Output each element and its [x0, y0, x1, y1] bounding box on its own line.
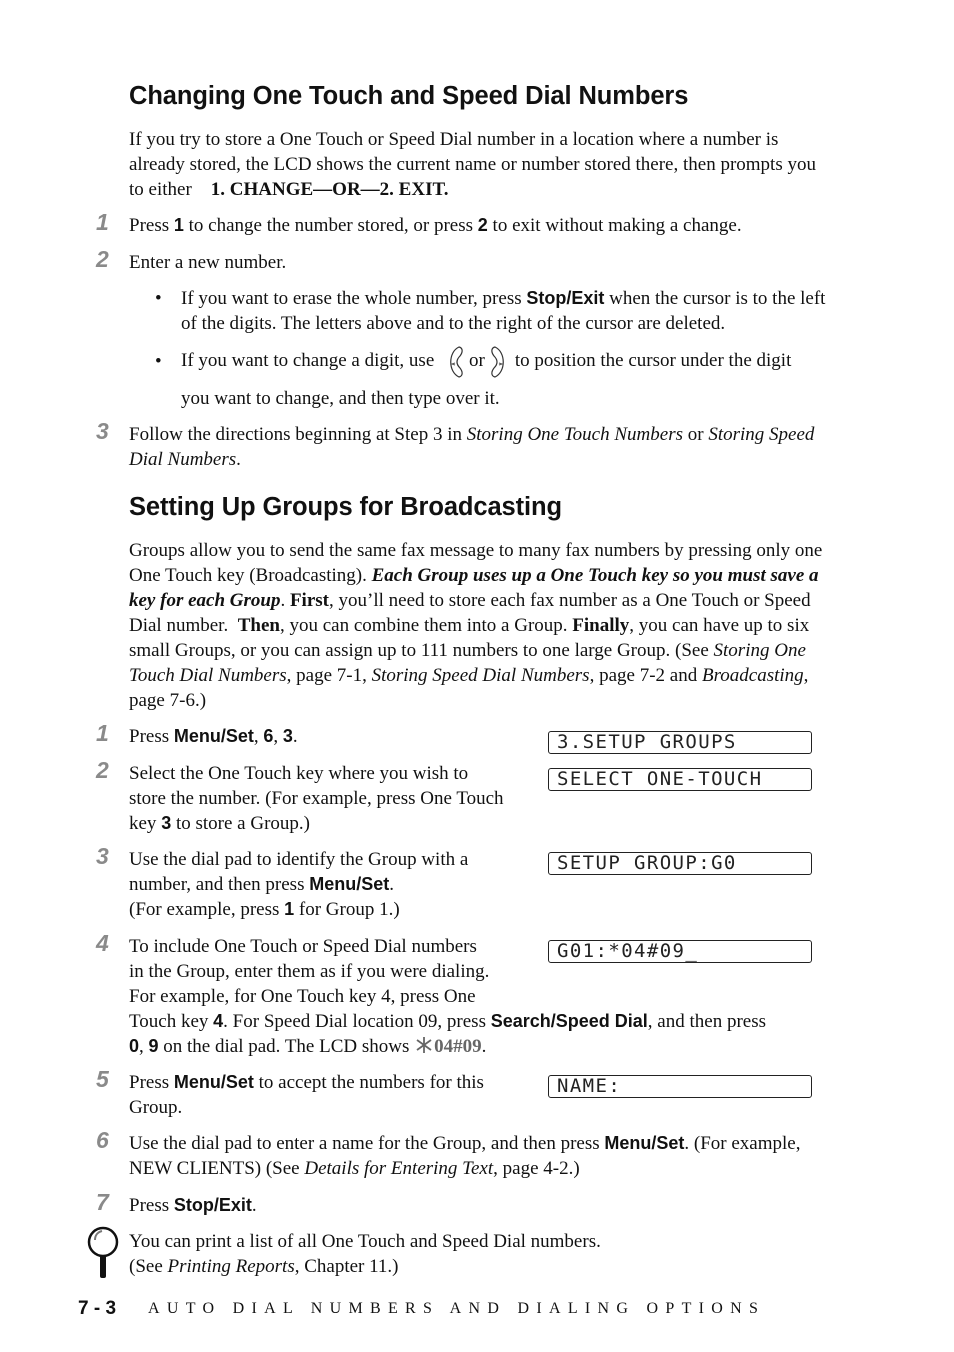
page-number: 7 - 3	[78, 1298, 117, 1319]
lcd-display: SELECT ONE-TOUCH	[548, 768, 812, 791]
step-number: 7	[96, 1189, 109, 1215]
group-step-2-text: Select the One Touch key where you wish to store the number. (For example, press One Touch key 3 to store a Group.)	[129, 763, 504, 834]
step-number: 3	[96, 843, 109, 869]
bullet-erase-text: If you want to erase the whole number, press Stop/Exit when the cursor is to the left of the digits. The letters above and to the right of the cursor are deleted.	[181, 288, 826, 334]
step-number: 2	[96, 757, 109, 783]
step-number: 3	[96, 418, 109, 444]
bullet: •	[155, 351, 162, 372]
step-number: 4	[96, 930, 109, 956]
asterisk-symbol-icon	[414, 1036, 434, 1054]
lcd-display: NAME:	[548, 1075, 812, 1098]
group-step-1-text: Press Menu/Set, 6, 3.	[129, 726, 298, 747]
lcd-display: 3.SETUP GROUPS	[548, 731, 812, 754]
lcd-display: G01:*04#09_	[548, 940, 812, 963]
step-number: 6	[96, 1127, 109, 1153]
chapter-title: AUTO DIAL NUMBERS AND DIALING OPTIONS	[148, 1300, 766, 1317]
step-1-text: Press 1 to change the number stored, or press 2 to exit without making a change.	[129, 215, 742, 236]
left-arrow-key-icon	[443, 346, 465, 378]
right-arrow-key-icon	[489, 346, 511, 378]
step-number: 5	[96, 1066, 109, 1092]
section-title-changing: Changing One Touch and Speed Dial Numbers	[129, 82, 689, 110]
section2-intro: Groups allow you to send the same fax message to many fax numbers by pressing only one One Touch key (Broadcasting). Each Group uses up a One Touch key so you must save a key for each Group. First, you’ll need to store each fax number as a One Touch or Speed Dial number. Then, you can combine them into a Group. Finally, you can have up to six small Groups, or you can assign up to 111 numbers to one large Group. (See Storing One Touch Dial Numbers, page 7-1, Storing Speed Dial Numbers, page 7-2 and Broadcasting, page 7-6.)	[129, 540, 823, 711]
bullet-change-digit-text: If you want to change a digit, use or to position the cursor under the digit	[181, 345, 841, 378]
section-title-groups: Setting Up Groups for Broadcasting	[129, 493, 562, 521]
step-number: 1	[96, 720, 109, 746]
step-number: 1	[96, 209, 109, 235]
tip-note: You can print a list of all One Touch and Speed Dial numbers. (See Printing Reports, Chapter 11.)	[129, 1231, 601, 1277]
tip-lightbulb-icon	[86, 1226, 120, 1280]
lcd-display: SETUP GROUP:G0	[548, 852, 812, 875]
step-number: 2	[96, 246, 109, 272]
section1-intro: If you try to store a One Touch or Speed Dial number in a location where a number is already stored, the LCD shows the current name or number stored there, then prompts you to either 1. CHANGE—OR—2. EXIT.	[129, 129, 816, 200]
group-step-3-text: Use the dial pad to identify the Group with a number, and then press Menu/Set. (For example, press 1 for Group 1.)	[129, 849, 469, 920]
bullet: •	[155, 288, 162, 309]
group-step-6-text: Use the dial pad to enter a name for the Group, and then press Menu/Set. (For example, NEW CLIENTS) (See Details for Entering Text, page 4-2.)	[129, 1133, 801, 1179]
bullet-change-digit-line2: you want to change, and then type over it.	[181, 388, 500, 409]
group-step-5-text: Press Menu/Set to accept the numbers for this Group.	[129, 1072, 484, 1118]
step-3-text: Follow the directions beginning at Step 3 in Storing One Touch Numbers or Storing Speed Dial Numbers.	[129, 424, 815, 470]
group-step-4-text: To include One Touch or Speed Dial numbers in the Group, enter them as if you were dialing. For example, for One Touch key 4, press One Touch key 4. For Speed Dial location 09, press Search/Speed Dial, and then press 0, 9 on the dial pad. The LCD shows 04#09.	[129, 936, 766, 1057]
group-step-7-text: Press Stop/Exit.	[129, 1195, 257, 1216]
step-2-text: Enter a new number.	[129, 252, 287, 273]
